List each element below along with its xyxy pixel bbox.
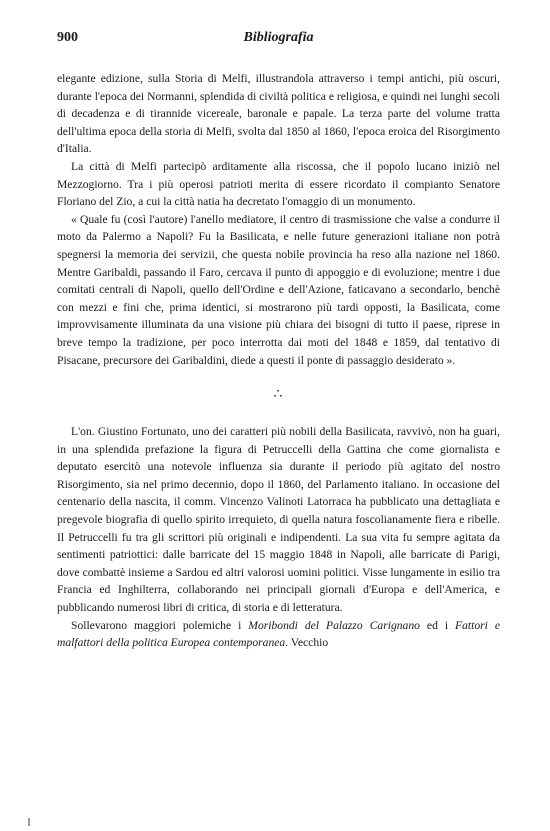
book-title: Fattori e malfattori della politica Europea contemporanea [57, 618, 501, 650]
text-run: . Vecchio [285, 636, 329, 650]
paragraph: L'on. Giustino Fortunato, uno dei caratteri più nobili della Basilicata, ravvivò, non ha guari, in una splendida prefazione la figura di Petruccelli della Gattina che come giornalista e deputato esercitò una notevole influenza sia durante il periodo più agitato del nostro Risorgimento, sia nel primo decennio, dopo il 1860, del Parlamento italiano. In occasione del centenario della nascita, il comm. Vincenzo Valinoti Latorraca ha pubblicato una dettagliata e pregevole biografia di quello spirito irrequieto, di quella natura foscolianamente fiera e ribelle. Il Petruccelli fu tra gli scrittori più originali e indipendenti. La sua vita fu sempre agitata da sentimenti patriottici: dalle barricate del 15 maggio 1848 in Napoli, alle barricate di Parigi, dove combattè insieme a Sardou ed altri valorosi uomini politici. Visse lungamente in esilio tra Francia ed Inghilterra, collaborando nei principali giornali d'Europa e dell'America, e pubblicando numerosi libri di critica, di storia e di letteratura. [57, 425, 500, 615]
running-title: Bibliografia [243, 30, 314, 45]
page-number: 900 [57, 30, 78, 45]
scan-edge-mark [28, 818, 30, 826]
body-text [57, 70, 500, 652]
book-title: Moribondi del Palazzo Carignano [248, 618, 420, 632]
text-run: Sollevarono maggiori polemiche i [71, 618, 249, 632]
paragraph: La città di Melfi partecipò arditamente alla riscossa, che il popolo lucano iniziò nel Mezzogiorno. Tra i più operosi patrioti merita di essere ricordato il compianto Senatore Floriano del Zio, a cui la città natia ha decretato l'omaggio di un monumento. [57, 159, 500, 209]
quotation-paragraph: « Quale fu (così l'autore) l'anello mediatore, il centro di trasmissione che valse a condurre il moto da Palermo a Napoli? Fu la Basilicata, e nelle future generazioni italiane non potrà spegnersi la memoria dei servizii, che questa nobile provincia ha reso alla nazione nel 1860. Mentre Garibaldi, passando il Faro, cercava il punto di appoggio e di evoluzione; mentre i due comitati centrali di Napoli, quello dell'Ordine e dell'Azione, faticavano a secondarlo, benchè con mezzi e fini che, prima identici, si mostrarono più tardi opposti, la Basilicata, come improvvisamente illuminata da una visione più chiara dei bisogni di tutto il paese, riprese in breve tempo la tradizione, per poco interrotta dai moti del 1848 e 1859, dal tentativo di Pisacane, precursore dei Garibaldini, diede a questi il ponte di passaggio desiderato ». [57, 212, 500, 367]
page-header [57, 30, 500, 50]
text-run: ed i [419, 618, 456, 632]
section-separator: ∴ [273, 387, 284, 403]
paragraph: elegante edizione, sulla Storia di Melfi, illustrandola attraverso i tempi antichi, più oscuri, durante l'epoca dei Normanni, splendida di civiltà politica e religiosa, e quindi nei lunghi secoli di decadenza e di tirannide vicereale, baronale e papale. La terza parte del volume tratta dell'ultima epoca della storia di Melfi, svolta dal 1850 al 1860, l'epoca eroica del Risorgimento d'Italia. [57, 72, 500, 156]
paragraph-last [57, 617, 500, 652]
